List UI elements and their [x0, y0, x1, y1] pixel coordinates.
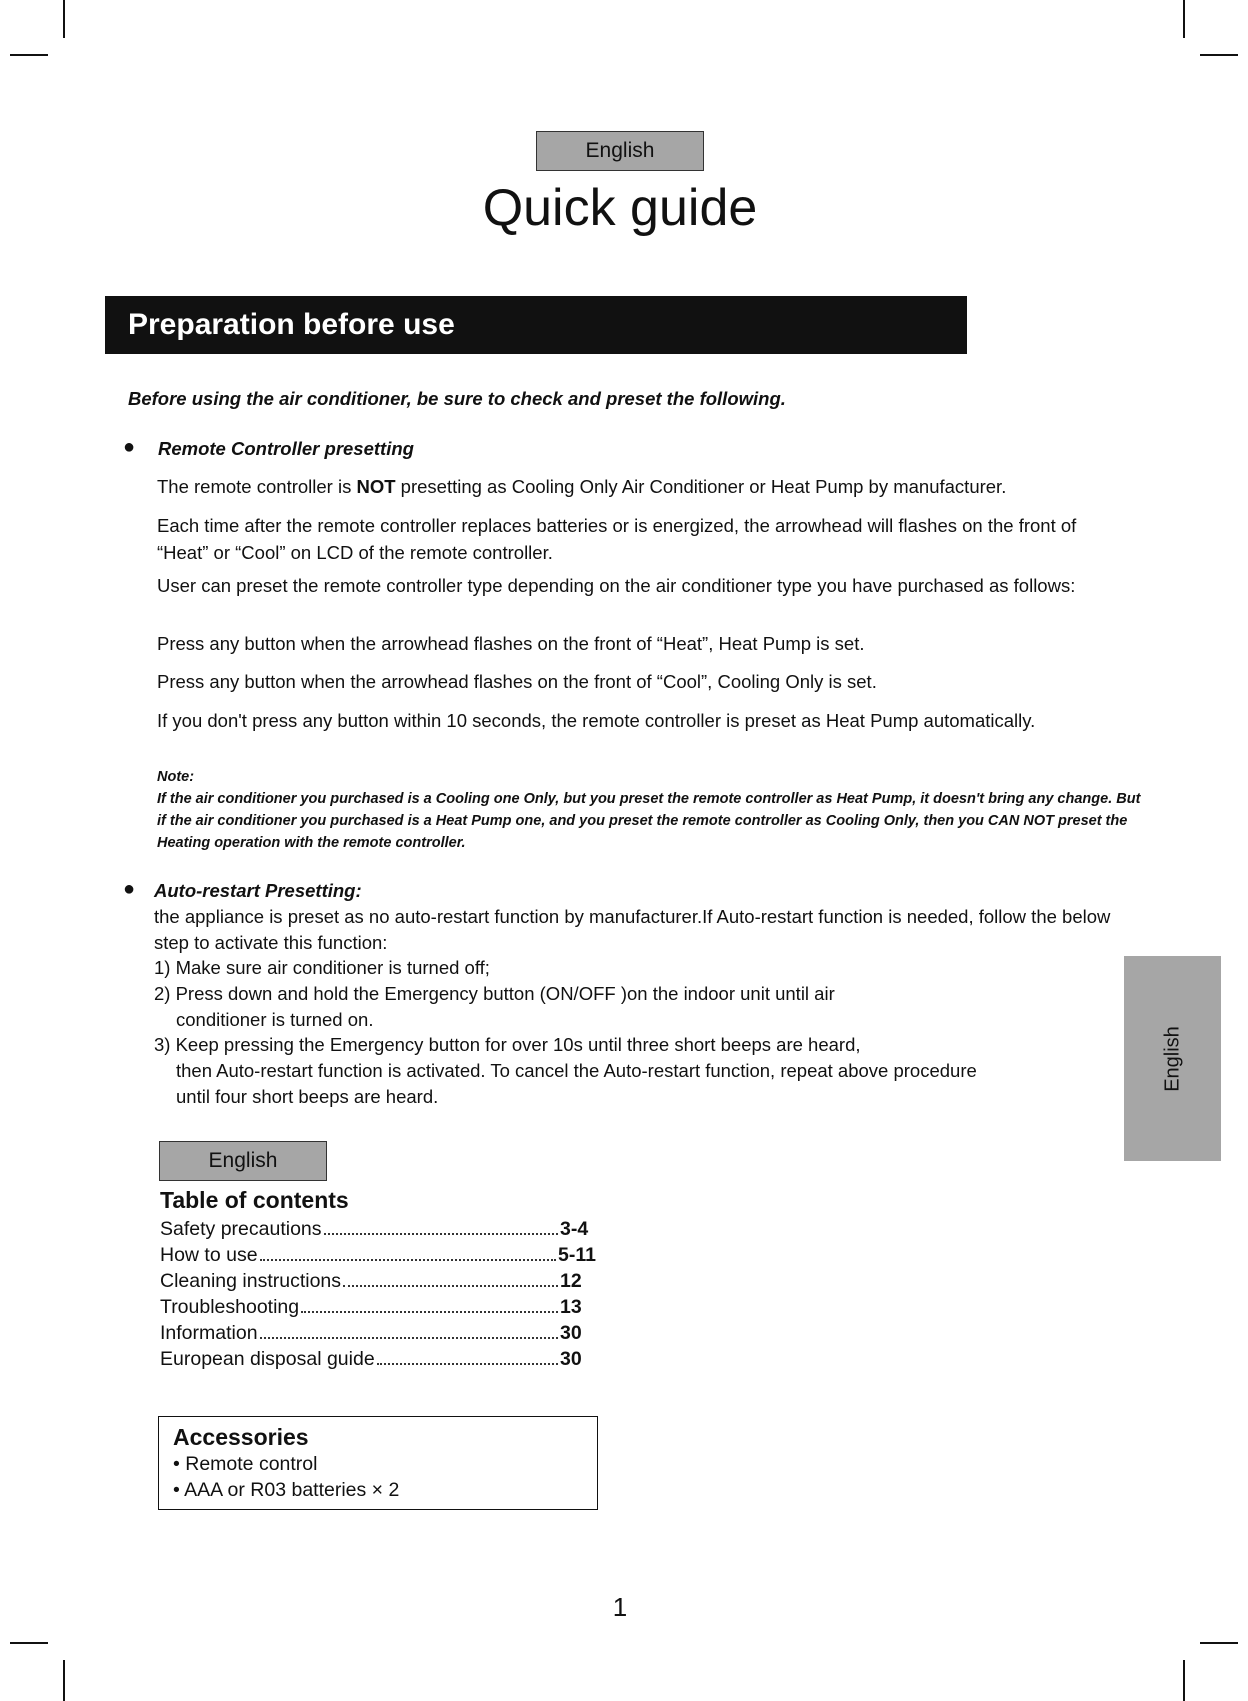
- autorestart-step: conditioner is turned on.: [176, 1009, 374, 1030]
- toc-page: 12: [560, 1270, 582, 1292]
- accessories-box: [158, 1416, 598, 1510]
- remote-p1-post: presetting as Cooling Only Air Conditioner or Heat Pump by manufacturer.: [395, 476, 1007, 497]
- crop-mark: [1200, 1642, 1238, 1644]
- toc-page: 3-4: [560, 1218, 589, 1240]
- toc-leader: [324, 1216, 558, 1235]
- note-label: Note:: [157, 769, 195, 785]
- crop-mark: [10, 54, 48, 56]
- remote-paragraph: User can preset the remote controller type depending on the air conditioner type you have purchased as follows:: [157, 575, 1076, 596]
- language-tag: English: [159, 1141, 327, 1181]
- autorestart-step: until four short beeps are heard.: [176, 1086, 439, 1107]
- toc-label: Cleaning instructions: [160, 1270, 342, 1292]
- toc-row: [160, 1294, 596, 1320]
- accessory-item: • AAA or R03 batteries × 2: [173, 1479, 400, 1501]
- language-tag: English: [536, 131, 704, 171]
- intro-text: Before using the air conditioner, be sure to check and preset the following.: [128, 388, 786, 409]
- crop-mark: [63, 0, 65, 38]
- crop-mark: [10, 1642, 48, 1644]
- remote-paragraph: [157, 474, 1142, 500]
- toc-leader: [301, 1294, 558, 1313]
- side-language-tab: [1124, 956, 1221, 1161]
- crop-mark: [1183, 1660, 1185, 1701]
- toc-title: Table of contents: [160, 1187, 349, 1213]
- bullet-icon: ●: [123, 436, 136, 458]
- toc-leader: [377, 1346, 558, 1365]
- crop-mark: [1183, 0, 1185, 38]
- toc-row: [160, 1242, 596, 1268]
- toc-row: [160, 1346, 596, 1372]
- toc-page: 5-11: [558, 1244, 596, 1266]
- toc-page: 13: [560, 1296, 582, 1318]
- page-number: 1: [612, 1592, 628, 1622]
- autorestart-step: 1) Make sure air conditioner is turned off;: [154, 957, 490, 978]
- side-tab-label: English: [1161, 1025, 1183, 1092]
- bullet-icon: ●: [123, 878, 136, 900]
- autorestart-step: then Auto-restart function is activated. To cancel the Auto-restart function, repeat above procedure: [176, 1060, 977, 1081]
- accessories-title: Accessories: [173, 1424, 309, 1450]
- autorestart-step: 3) Keep pressing the Emergency button for over 10s until three short beeps are heard,: [154, 1034, 861, 1055]
- toc-row: [160, 1268, 596, 1294]
- toc-leader: [260, 1242, 556, 1261]
- toc-page: 30: [560, 1348, 582, 1370]
- autorestart-intro: the appliance is preset as no auto-restart function by manufacturer.If Auto-restart function is needed, follow the below step to activate this function:: [154, 906, 1111, 953]
- toc-label: Information: [160, 1322, 258, 1344]
- autorestart-heading: Auto-restart Presetting:: [154, 880, 362, 901]
- toc-row: [160, 1320, 596, 1346]
- toc-label: European disposal guide: [160, 1348, 375, 1370]
- remote-paragraph: Press any button when the arrowhead flashes on the front of “Cool”, Cooling Only is set.: [157, 671, 877, 692]
- toc-label: Troubleshooting: [160, 1296, 300, 1318]
- remote-paragraph: Each time after the remote controller replaces batteries or is energized, the arrowhead will flashes on the front of “Heat” or “Cool” on LCD of the remote controller.: [157, 515, 1077, 563]
- toc-leader: [260, 1320, 558, 1339]
- crop-mark: [1200, 54, 1238, 56]
- crop-mark: [63, 1660, 65, 1701]
- toc-page: 30: [560, 1322, 582, 1344]
- toc-label: How to use: [160, 1244, 258, 1266]
- remote-p1-bold: NOT: [356, 476, 396, 497]
- toc-leader: [343, 1268, 558, 1287]
- remote-heading: Remote Controller presetting: [158, 438, 414, 459]
- table-of-contents: [160, 1187, 596, 1372]
- toc-label: Safety precautions: [160, 1218, 322, 1240]
- page-title: Quick guide: [482, 179, 758, 237]
- autorestart-step: 2) Press down and hold the Emergency button (ON/OFF )on the indoor unit until air: [154, 983, 835, 1004]
- section-heading: Preparation before use: [105, 296, 967, 354]
- remote-paragraph: If you don't press any button within 10 seconds, the remote controller is preset as Heat Pump automatically.: [157, 710, 1036, 731]
- note-text: If the air conditioner you purchased is a Cooling one Only, but you preset the remote controller as Heat Pump, it doesn't bring any change. But if the air conditioner you purchased is a Heat Pump one, and you preset the remote controller as Cooling Only, then you CAN NOT preset the Heating operation with the remote controller.: [157, 791, 1141, 851]
- accessory-item: • Remote control: [173, 1453, 318, 1475]
- toc-row: [160, 1216, 596, 1242]
- remote-paragraph: Press any button when the arrowhead flashes on the front of “Heat”, Heat Pump is set.: [157, 633, 865, 654]
- remote-p1-pre: The remote controller is: [157, 476, 357, 497]
